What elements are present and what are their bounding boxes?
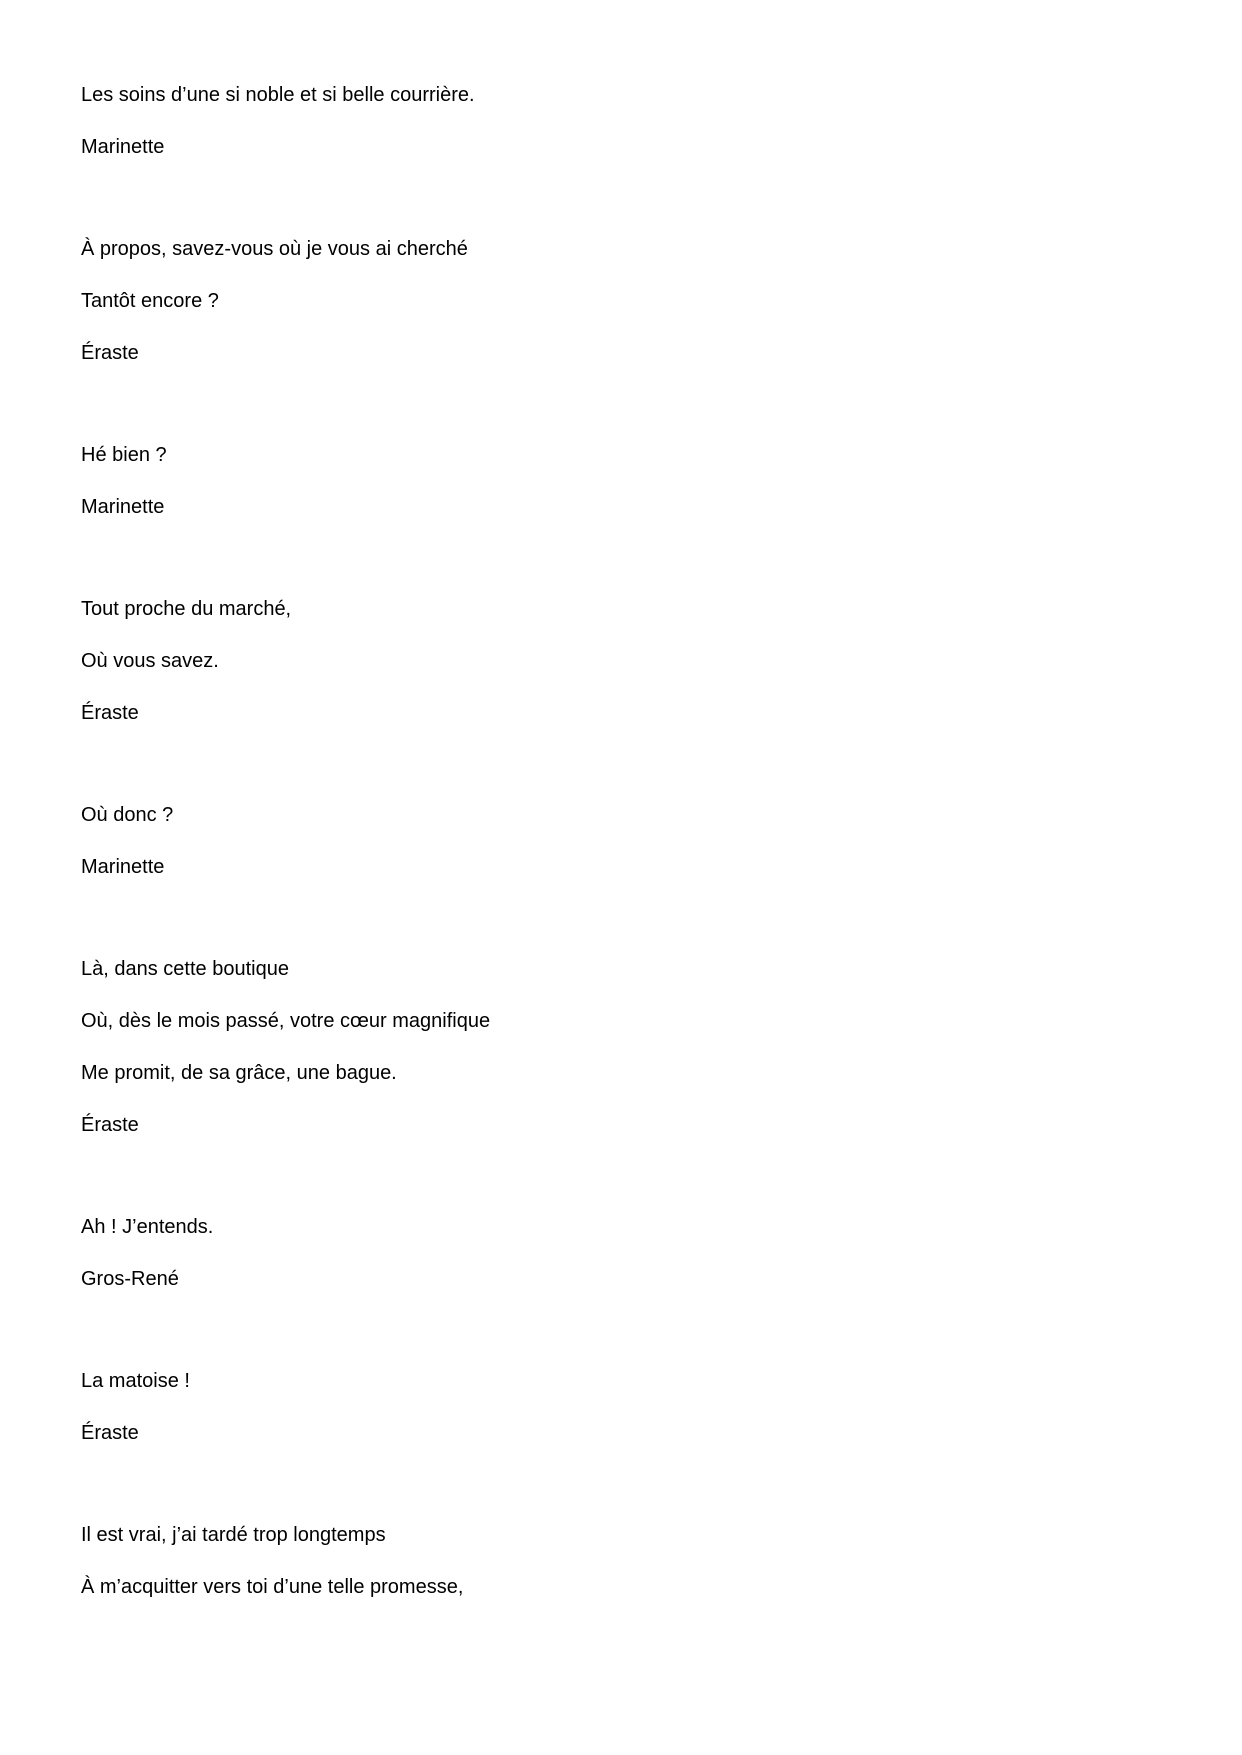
verse-line: Ah ! J’entends. xyxy=(81,1216,214,1238)
speaker-name: Marinette xyxy=(81,136,165,158)
verse-line: À m’acquitter vers toi d’une telle promesse, xyxy=(81,1576,464,1598)
verse-line: Tantôt encore ? xyxy=(81,290,219,312)
verse-line: Les soins d’une si noble et si belle courrière. xyxy=(81,84,475,106)
verse-line: La matoise ! xyxy=(81,1370,190,1392)
verse-line: Tout proche du marché, xyxy=(81,598,292,620)
verse-line: Me promit, de sa grâce, une bague. xyxy=(81,1062,397,1084)
verse-line: Où vous savez. xyxy=(81,650,219,672)
speaker-name: Éraste xyxy=(81,1422,139,1444)
verse-line: Là, dans cette boutique xyxy=(81,958,289,980)
speaker-name: Éraste xyxy=(81,702,139,724)
verse-line: Il est vrai, j’ai tardé trop longtemps xyxy=(81,1524,386,1546)
speaker-name: Marinette xyxy=(81,856,165,878)
speaker-name: Éraste xyxy=(81,1114,139,1136)
speaker-name: Éraste xyxy=(81,342,139,364)
verse-line: À propos, savez-vous où je vous ai cherché xyxy=(81,238,468,260)
verse-line: Hé bien ? xyxy=(81,444,167,466)
verse-line: Où donc ? xyxy=(81,804,174,826)
speaker-name: Gros-René xyxy=(81,1268,179,1290)
verse-line: Où, dès le mois passé, votre cœur magnifique xyxy=(81,1010,491,1032)
speaker-name: Marinette xyxy=(81,496,165,518)
